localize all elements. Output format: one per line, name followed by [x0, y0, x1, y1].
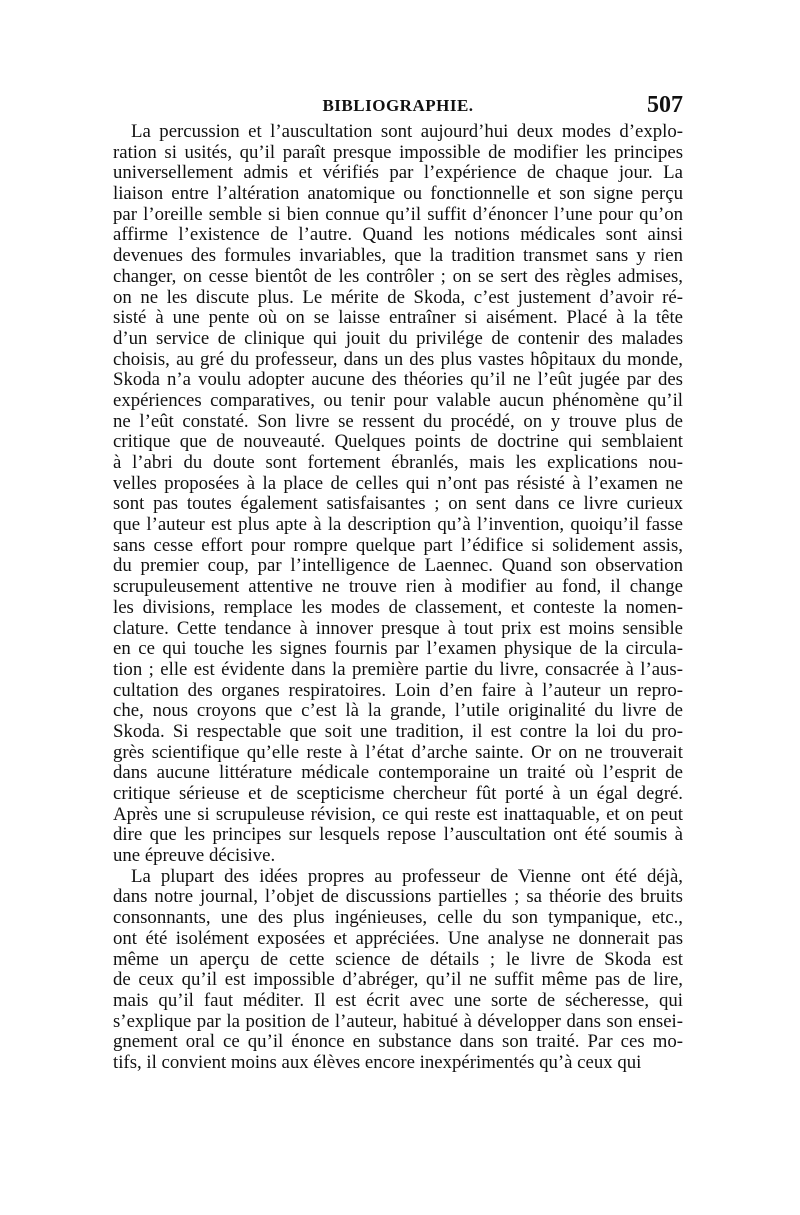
- running-head: BIBLIOGRAPHIE.: [322, 96, 474, 115]
- text-line: gnement oral ce qu’il énonce en substance dans son traité. Par ces mo-: [113, 1031, 683, 1053]
- text-line: choisis, au gré du professeur, dans un des plus vastes hôpitaux du monde,: [113, 348, 683, 370]
- text-line: du premier coup, par l’intelligence de Laennec. Quand son observation: [113, 555, 683, 577]
- text-line: liaison entre l’altération anatomique ou fonctionnelle et son signe perçu: [113, 183, 683, 205]
- text-line: Skoda n’a voulu adopter aucune des théories qu’il ne l’eût jugée par des: [113, 369, 683, 391]
- page-number: 507: [647, 92, 683, 118]
- text-line: critique que de nouveauté. Quelques points de doctrine qui semblaient: [113, 431, 683, 453]
- page-header: [113, 92, 683, 124]
- text-line: dans aucune littérature médicale contemporaine un traité où l’esprit de: [113, 762, 683, 784]
- text-line: s’explique par la position de l’auteur, habitué à développer dans son ensei-: [113, 1010, 683, 1032]
- text-line: les divisions, remplace les modes de classement, et conteste la nomen-: [113, 596, 683, 618]
- text-line: clature. Cette tendance à innover presque à tout prix est moins sensible: [113, 617, 683, 639]
- text-line: La percussion et l’auscultation sont aujourd’hui deux modes d’explo-: [131, 121, 683, 142]
- text-line: grès scientifique qu’elle reste à l’état d’arche sainte. Or on ne trouverait: [113, 741, 683, 763]
- text-line: en ce qui touche les signes fournis par l’examen physique de la circula-: [113, 638, 683, 660]
- text-line: sont pas toutes également satisfaisantes ; on sent dans ce livre curieux: [113, 493, 683, 515]
- text-line: on ne les discute plus. Le mérite de Skoda, c’est justement d’avoir ré-: [113, 286, 683, 308]
- text-line: ration si usités, qu’il paraît presque impossible de modifier les principes: [113, 141, 683, 163]
- text-line: de ceux qu’il est impossible d’abréger, qu’il ne suffit même pas de lire,: [113, 969, 683, 991]
- text-line: d’un service de clinique qui jouit du privilége de contenir des malades: [113, 327, 683, 349]
- text-line: tifs, il convient moins aux élèves encore inexpérimentés qu’à ceux qui: [113, 1051, 642, 1073]
- text-line: expériences comparatives, ou tenir pour valable aucun phénomène qu’il: [113, 389, 683, 411]
- text-line: La plupart des idées propres au professeur de Vienne ont été déjà,: [131, 865, 683, 887]
- text-line: ont été isolément exposées et appréciées. Une analyse ne donnerait pas: [113, 927, 683, 949]
- text-line: consonnants, une des plus ingénieuses, celle du son tympanique, etc.,: [113, 907, 683, 929]
- text-line: sans cesse effort pour rompre quelque part l’édifice si solidement assis,: [113, 534, 683, 556]
- text-line: à l’abri du doute sont fortement ébranlés, mais les explications nou-: [113, 452, 683, 473]
- text-line: che, nous croyons que c’est là la grande, l’utile originalité du livre de: [113, 700, 683, 722]
- text-line: dire que les principes sur lesquels repose l’auscultation ont été soumis à: [113, 824, 683, 846]
- text-line: devenues des formules invariables, que la tradition transmet sans y rien: [113, 245, 683, 267]
- text-line: même un aperçu de cette science de détails ; le livre de Skoda est: [113, 948, 683, 970]
- text-line: universellement admis et vérifiés par l’expérience de chaque jour. La: [113, 162, 683, 184]
- text-line: sisté à une pente où on se laisse entraîner si aisément. Placé à la tête: [113, 307, 683, 329]
- body-text: [113, 122, 683, 1074]
- text-line: cultation des organes respiratoires. Loin d’en faire à l’auteur un repro-: [113, 679, 683, 701]
- text-line: Skoda. Si respectable que soit une tradition, il est contre la loi du pro-: [113, 720, 683, 742]
- text-line: une épreuve décisive.: [113, 845, 276, 867]
- text-line: mais qu’il faut méditer. Il est écrit avec une sorte de sécheresse, qui: [113, 989, 683, 1011]
- text-line: dans notre journal, l’objet de discussions partielles ; sa théorie des bruits: [113, 886, 683, 908]
- text-line: affirme l’existence de l’autre. Quand les notions médicales sont ainsi: [113, 224, 683, 246]
- text-line: par l’oreille semble si bien connue qu’il suffit d’énoncer l’une pour qu’on: [113, 203, 683, 225]
- text-line: critique sérieuse et de scepticisme chercheur fût porté à un égal degré.: [113, 783, 683, 804]
- text-line: que l’auteur est plus apte à la description qu’à l’invention, quoiqu’il fasse: [113, 514, 683, 536]
- text-line: changer, on cesse bientôt de les contrôler ; on se sert des règles admises,: [113, 265, 683, 287]
- text-line: tion ; elle est évidente dans la première partie du livre, consacrée à l’aus-: [113, 658, 683, 680]
- text-line: scrupuleusement attentive ne trouve rien à modifier au fond, il change: [113, 576, 683, 598]
- text-line: velles proposées à la place de celles qui n’ont pas résisté à l’examen ne: [113, 472, 683, 494]
- text-line: ne l’eût constaté. Son livre se ressent du procédé, on y trouve plus de: [113, 410, 683, 432]
- paragraph: [113, 867, 683, 1074]
- text-line: Après une si scrupuleuse révision, ce qui reste est inattaquable, et on peut: [113, 803, 683, 825]
- paragraph: [113, 122, 683, 867]
